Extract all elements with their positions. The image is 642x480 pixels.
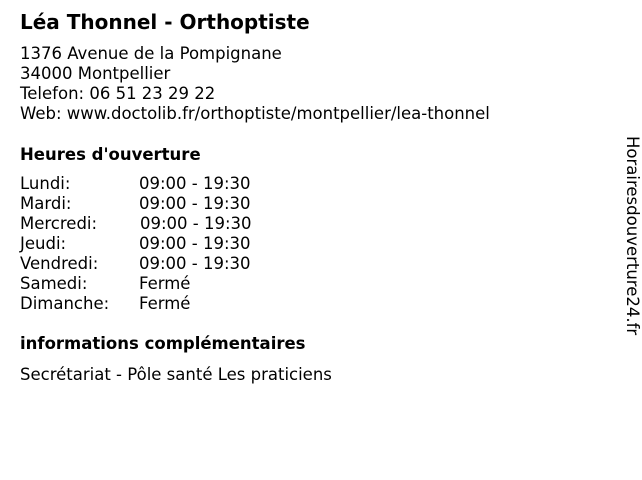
day-hours: 09:00 - 19:30 — [139, 254, 251, 273]
additional-info-text: Secrétariat - Pôle santé Les praticiens — [20, 365, 332, 384]
hours-row-saturday — [20, 274, 320, 294]
watermark-text: Horairesdouverture24.fr — [623, 136, 642, 336]
hours-row-thursday — [20, 234, 320, 254]
day-label: Dimanche: — [20, 294, 110, 313]
day-hours: 09:00 - 19:30 — [139, 234, 251, 253]
site-watermark — [622, 136, 642, 356]
city-address: 34000 Montpellier — [20, 64, 171, 83]
website-link[interactable]: Web: www.doctolib.fr/orthoptiste/montpellier/lea-thonnel — [20, 104, 490, 123]
opening-hours-heading: Heures d'ouverture — [20, 145, 201, 164]
day-hours: Fermé — [139, 294, 191, 313]
hours-row-wednesday — [20, 214, 320, 234]
day-label: Lundi: — [20, 174, 71, 193]
hours-row-sunday — [20, 294, 320, 314]
page-title: Léa Thonnel - Orthoptiste — [20, 10, 310, 34]
phone-number: Telefon: 06 51 23 29 22 — [20, 84, 216, 103]
address-block — [20, 44, 490, 124]
day-hours: 09:00 - 19:30 — [139, 194, 251, 213]
hours-row-monday — [20, 174, 320, 194]
day-hours: Fermé — [139, 274, 191, 293]
hours-row-friday — [20, 254, 320, 274]
additional-info-heading: informations complémentaires — [20, 334, 306, 353]
day-label: Jeudi: — [20, 234, 67, 253]
day-label: Samedi: — [20, 274, 88, 293]
day-label: Vendredi: — [20, 254, 99, 273]
street-address: 1376 Avenue de la Pompignane — [20, 44, 282, 63]
hours-row-tuesday — [20, 194, 320, 214]
opening-hours-table — [20, 174, 320, 314]
day-hours: 09:00 - 19:30 — [140, 214, 252, 233]
day-label: Mardi: — [20, 194, 72, 213]
day-hours: 09:00 - 19:30 — [139, 174, 251, 193]
day-label: Mercredi: — [20, 214, 98, 233]
